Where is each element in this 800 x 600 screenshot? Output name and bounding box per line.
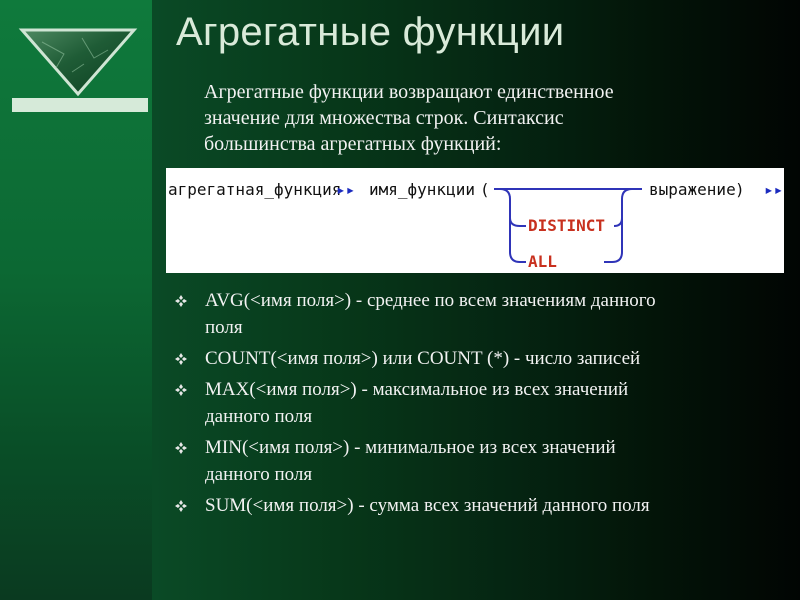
bullet-function-name: MAX(<имя поля>) xyxy=(205,379,357,400)
list-item xyxy=(174,345,774,372)
diagram-option-all: ALL xyxy=(528,252,557,271)
bullet-function-name: COUNT(<имя поля>) или COUNT (*) xyxy=(205,348,510,369)
diagram-function-label: агрегатная_функция xyxy=(168,180,342,199)
marble-triangle-icon xyxy=(12,24,148,114)
bullet-description: - сумма всех значений данного поля xyxy=(353,495,650,516)
aggregate-function-list xyxy=(174,287,774,523)
bullet-description: - минимальное из всех значений xyxy=(349,437,616,458)
double-arrow-icon: ▸▸ xyxy=(764,180,784,199)
list-item xyxy=(174,434,774,488)
bullet-description: - среднее по всем значениям данного xyxy=(351,290,656,311)
diagram-open-paren: ( xyxy=(480,180,490,199)
diamond-bullet-icon xyxy=(174,383,188,397)
bullet-description: - число записей xyxy=(509,348,641,369)
list-item xyxy=(174,287,774,341)
intro-line: значение для множества строк. Синтаксис xyxy=(204,107,564,129)
diamond-bullet-icon xyxy=(174,441,188,455)
diamond-bullet-icon xyxy=(174,294,188,308)
diagram-option-distinct: DISTINCT xyxy=(528,216,606,235)
list-item xyxy=(174,376,774,430)
bullet-description-continued: данного поля xyxy=(205,464,313,485)
double-arrow-icon: ▸▸ xyxy=(336,180,356,199)
bullet-description-continued: поля xyxy=(205,317,243,338)
intro-line: Агрегатные функции возвращают единственное xyxy=(204,81,614,103)
diagram-expression-label: выражение xyxy=(649,180,736,199)
bullet-function-name: AVG(<имя поля>) xyxy=(205,290,352,311)
intro-paragraph xyxy=(204,79,744,157)
bullet-description: - максимальное из всех значений xyxy=(356,379,629,400)
bullet-function-name: SUM(<имя поля>) xyxy=(205,495,354,516)
diagram-name-label: имя_функции xyxy=(369,180,475,199)
slide-title: Агрегатные функции xyxy=(176,10,565,54)
diamond-bullet-icon xyxy=(174,352,188,366)
diamond-bullet-icon xyxy=(174,499,188,513)
list-item xyxy=(174,492,774,519)
bullet-description-continued: данного поля xyxy=(205,406,313,427)
syntax-diagram xyxy=(166,168,784,273)
bullet-function-name: MIN(<имя поля>) xyxy=(205,437,350,458)
diagram-close-paren: ) xyxy=(735,180,745,199)
intro-line: большинства агрегатных функций: xyxy=(204,133,502,155)
